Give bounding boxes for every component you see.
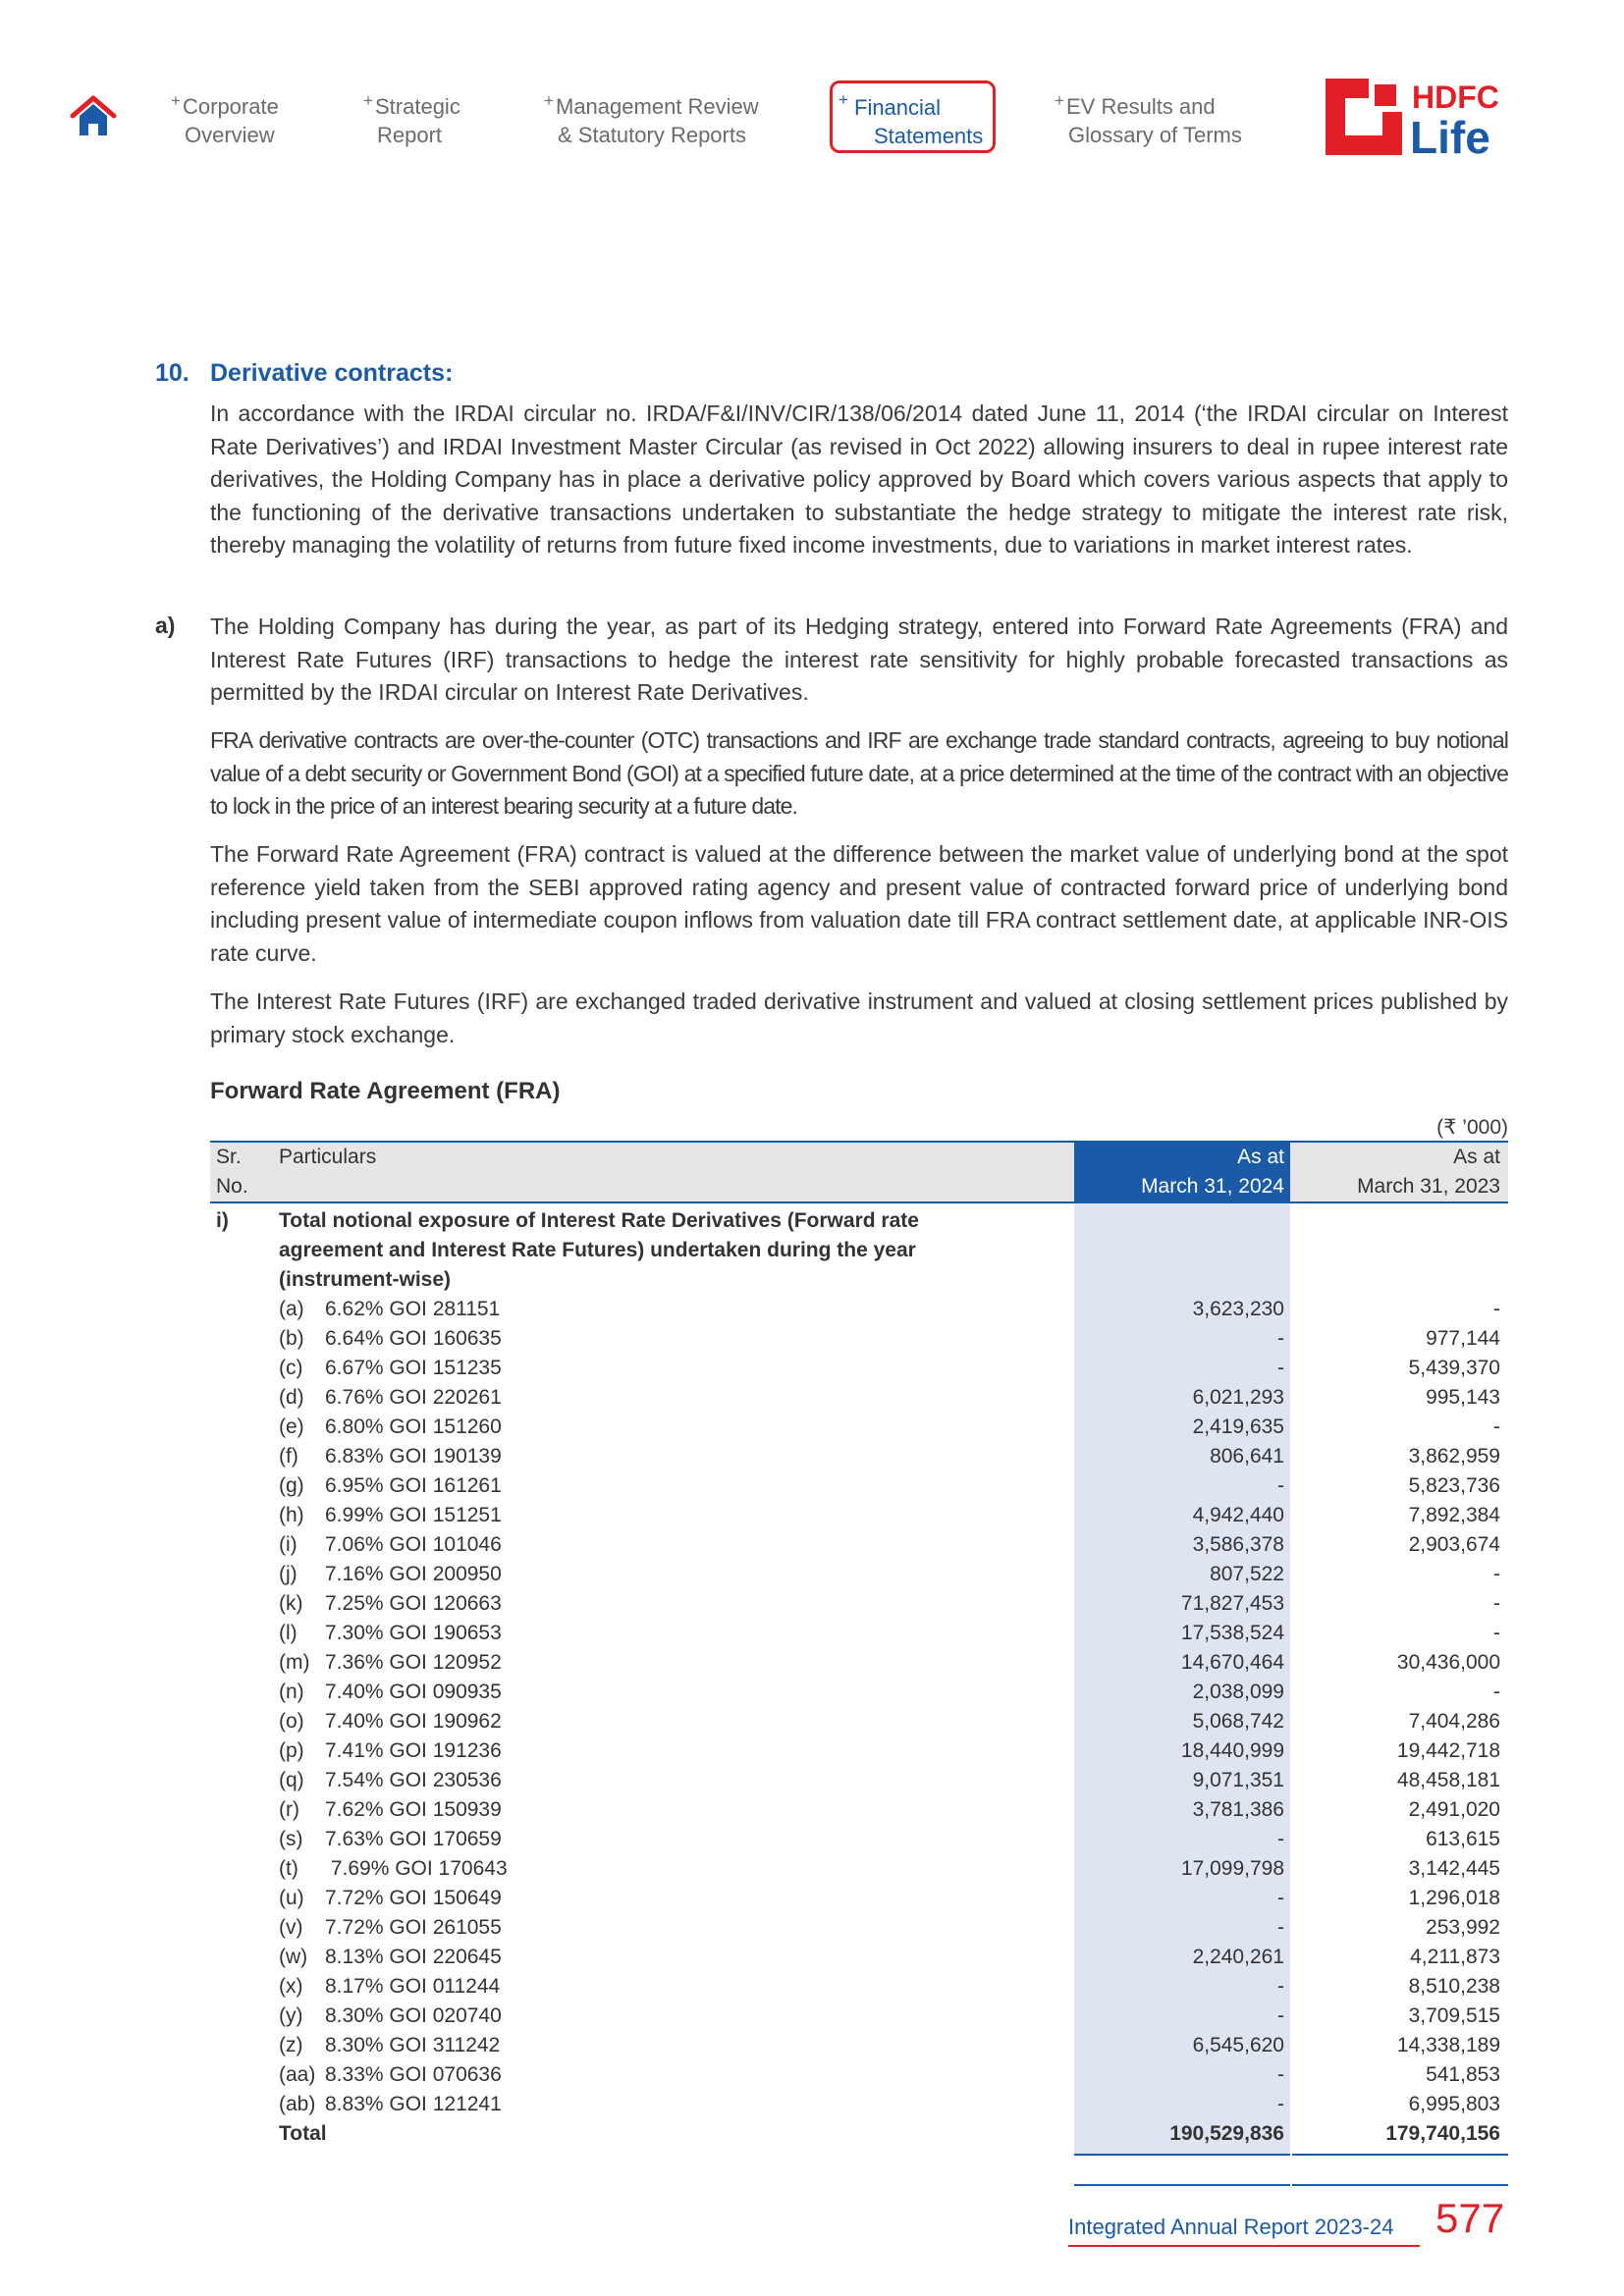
nav-ev-results[interactable] xyxy=(1055,91,1242,149)
total-2023: 179,740,156 xyxy=(1385,2122,1500,2145)
row-value-2024: - xyxy=(1277,1327,1284,1350)
row-value-2024: 14,670,464 xyxy=(1180,1651,1284,1674)
row-value-2024: 2,419,635 xyxy=(1192,1415,1284,1438)
row-value-2024: 17,099,798 xyxy=(1180,1857,1284,1880)
row-instrument: 7.72% GOI 150649 xyxy=(325,1887,502,1909)
nav-label-line1: Strategic xyxy=(375,94,460,119)
row-value-2023: 19,442,718 xyxy=(1396,1739,1500,1762)
row-particulars xyxy=(279,2090,502,2119)
row-letter: (z) xyxy=(279,2034,303,2056)
row-value-2023: 14,338,189 xyxy=(1396,2034,1500,2056)
table-heading: Forward Rate Agreement (FRA) xyxy=(210,1078,561,1104)
row-value-2024: 807,522 xyxy=(1210,1563,1284,1585)
row-value-2024: 2,038,099 xyxy=(1192,1681,1284,1703)
row-letter: (o) xyxy=(279,1710,304,1733)
currency-unit: (₹ ’000) xyxy=(1436,1116,1508,1139)
row-letter: (j) xyxy=(279,1563,298,1585)
table-row xyxy=(210,1530,1508,1560)
row-letter: (h) xyxy=(279,1504,304,1526)
group-row-cont xyxy=(210,1236,1508,1265)
row-particulars xyxy=(279,1913,502,1943)
row-instrument: 8.17% GOI 011244 xyxy=(325,1975,501,1998)
nav-financial-statements[interactable] xyxy=(830,80,996,153)
row-particulars xyxy=(279,1678,502,1707)
row-particulars xyxy=(279,1471,502,1501)
table-row xyxy=(210,1943,1508,1972)
row-particulars xyxy=(279,1766,502,1795)
row-value-2024: - xyxy=(1277,1887,1284,1909)
row-instrument: 8.30% GOI 020740 xyxy=(325,2004,502,2027)
table-row xyxy=(210,1619,1508,1648)
nav-strategic-report[interactable] xyxy=(363,91,460,149)
nav-label-line1: Corporate xyxy=(183,94,279,119)
table-row xyxy=(210,1854,1508,1884)
row-value-2024: - xyxy=(1277,2093,1284,2115)
row-particulars xyxy=(279,1530,502,1560)
row-instrument: 7.36% GOI 120952 xyxy=(325,1651,502,1674)
row-letter: (q) xyxy=(279,1769,304,1791)
row-letter: (r) xyxy=(279,1798,299,1821)
row-instrument: 8.83% GOI 121241 xyxy=(325,2093,502,2115)
row-value-2023: - xyxy=(1493,1415,1500,1438)
col-header-2023-line1: As at xyxy=(1453,1146,1500,1168)
row-value-2024: - xyxy=(1277,1975,1284,1998)
row-particulars xyxy=(279,1972,500,2002)
row-letter: (i) xyxy=(279,1533,298,1556)
footer-report-name: Integrated Annual Report 2023-24 xyxy=(1068,2215,1394,2239)
nav-label-line1: Financial xyxy=(854,95,942,120)
row-instrument: 7.40% GOI 090935 xyxy=(325,1681,502,1703)
table-row xyxy=(210,2060,1508,2090)
row-instrument: 8.33% GOI 070636 xyxy=(325,2063,502,2086)
row-instrument: 6.62% GOI 281151 xyxy=(325,1298,501,1320)
row-value-2024: - xyxy=(1277,2063,1284,2086)
row-letter: (c) xyxy=(279,1357,303,1379)
row-value-2023: 3,862,959 xyxy=(1408,1445,1500,1468)
logo-text-top: HDFC xyxy=(1412,80,1499,115)
row-particulars xyxy=(279,1295,500,1324)
row-value-2023: - xyxy=(1493,1622,1500,1644)
row-particulars xyxy=(279,1619,502,1648)
row-value-2024: 18,440,999 xyxy=(1180,1739,1284,1762)
logo-text-bottom: Life xyxy=(1410,112,1490,157)
row-particulars xyxy=(279,1501,502,1530)
row-value-2023: 48,458,181 xyxy=(1396,1769,1500,1791)
plus-icon: + xyxy=(171,91,181,110)
row-letter: (f) xyxy=(279,1445,298,1468)
row-particulars xyxy=(279,1943,502,1972)
total-top-rule-2023 xyxy=(1292,2154,1508,2156)
total-top-rule-2024 xyxy=(1074,2154,1290,2156)
row-instrument: 7.25% GOI 120663 xyxy=(325,1592,502,1615)
total-2024: 190,529,836 xyxy=(1169,2122,1284,2145)
row-value-2023: 3,142,445 xyxy=(1408,1857,1500,1880)
row-letter: (s) xyxy=(279,1828,303,1850)
table-row xyxy=(210,1471,1508,1501)
row-value-2023: 253,992 xyxy=(1426,1916,1500,1939)
row-instrument: 7.54% GOI 230536 xyxy=(325,1769,502,1791)
row-value-2023: 2,903,674 xyxy=(1408,1533,1500,1556)
hdfc-life-logo xyxy=(1326,77,1512,157)
row-value-2023: 30,436,000 xyxy=(1396,1651,1500,1674)
nav-management-review[interactable] xyxy=(544,91,759,149)
nav-label-line2: & Statutory Reports xyxy=(558,123,746,147)
plus-icon: + xyxy=(544,91,554,110)
item-a-paragraph-4: The Interest Rate Futures (IRF) are exchanged traded derivative instrument and valued at closing settlement prices published by primary stock exchange. xyxy=(210,988,1508,1047)
row-value-2023: 8,510,238 xyxy=(1408,1975,1500,1998)
row-particulars xyxy=(279,2060,502,2090)
row-instrument: 6.99% GOI 151251 xyxy=(325,1504,502,1526)
table-row xyxy=(210,2031,1508,2060)
nav-label-line2: Report xyxy=(377,123,443,147)
row-instrument: 7.62% GOI 150939 xyxy=(325,1798,502,1821)
row-particulars xyxy=(279,1589,502,1619)
col-header-particulars: Particulars xyxy=(279,1146,377,1168)
plus-icon: + xyxy=(1055,91,1064,110)
col-header-2023-line2: March 31, 2023 xyxy=(1357,1175,1500,1198)
table-row xyxy=(210,1354,1508,1383)
row-value-2023: - xyxy=(1493,1592,1500,1615)
row-instrument: 6.76% GOI 220261 xyxy=(325,1386,502,1409)
row-value-2024: 806,641 xyxy=(1210,1445,1284,1468)
row-particulars xyxy=(279,1707,502,1736)
row-letter: (b) xyxy=(279,1327,304,1350)
row-letter: (y) xyxy=(279,2004,303,2027)
table-row xyxy=(210,1383,1508,1413)
row-value-2023: 977,144 xyxy=(1426,1327,1500,1350)
intro-paragraph: In accordance with the IRDAI circular no. IRDA/F&I/INV/CIR/138/06/2014 dated June 11, 2014 (‘the IRDAI circular on Interest Rate Derivatives’) and IRDAI Investment Master Circular (as revised in Oct 2022) allowing insurers to deal in rupee interest rate derivatives, the Holding Company has in place a derivative policy approved by Board which covers various aspects that apply to the functioning of the derivative transactions undertaken to substantiate the hedge strategy to mitigate the interest rate risk, thereby managing the volatility of returns from future fixed income investments, due to variations in market interest rates. xyxy=(210,400,1508,558)
row-letter: (t) xyxy=(279,1857,298,1880)
group-label-line1: Total notional exposure of Interest Rate Derivatives (Forward rate xyxy=(279,1209,919,1232)
row-letter: (v) xyxy=(279,1916,303,1939)
row-value-2024: - xyxy=(1277,1916,1284,1939)
row-instrument: 6.80% GOI 151260 xyxy=(325,1415,502,1438)
row-instrument: 6.83% GOI 190139 xyxy=(325,1445,502,1468)
row-value-2023: - xyxy=(1493,1563,1500,1585)
row-particulars xyxy=(279,1884,502,1913)
row-value-2024: 9,071,351 xyxy=(1192,1769,1284,1791)
section-number: 10. xyxy=(155,359,189,387)
row-value-2023: 1,296,018 xyxy=(1408,1887,1500,1909)
nav-label-line2: Statements xyxy=(874,124,984,148)
row-value-2024: 6,021,293 xyxy=(1192,1386,1284,1409)
item-a-paragraph-3: The Forward Rate Agreement (FRA) contract is valued at the difference between the market value of underlying bond at the spot reference yield taken from the SEBI approved rating agency and present value of contracted forward price of underlying bond including present value of intermediate coupon inflows from valuation date till FRA contract settlement date, at applicable INR-OIS rate curve. xyxy=(210,841,1508,966)
row-letter: (a) xyxy=(279,1298,304,1320)
plus-icon: + xyxy=(839,90,848,109)
row-particulars xyxy=(279,1825,502,1854)
row-instrument: 7.69% GOI 170643 xyxy=(325,1857,508,1880)
nav-label-line1: Management Review xyxy=(556,94,759,119)
row-value-2024: - xyxy=(1277,1357,1284,1379)
group-label-line2: agreement and Interest Rate Futures) undertaken during the year xyxy=(279,1239,916,1261)
table-body xyxy=(210,1206,1508,2149)
row-letter: (n) xyxy=(279,1681,304,1703)
col-header-sr-line2: No. xyxy=(216,1175,248,1198)
row-instrument: 6.95% GOI 161261 xyxy=(325,1474,502,1497)
row-instrument: 7.72% GOI 261055 xyxy=(325,1916,502,1939)
nav-label-line2: Overview xyxy=(185,123,275,147)
footer-underline xyxy=(1068,2245,1420,2247)
table-row xyxy=(210,1678,1508,1707)
row-value-2024: 3,623,230 xyxy=(1192,1298,1284,1320)
row-letter: (l) xyxy=(279,1622,298,1644)
table-row xyxy=(210,1736,1508,1766)
table-row xyxy=(210,1560,1508,1589)
item-a-label: a) xyxy=(155,613,176,638)
row-instrument: 7.41% GOI 191236 xyxy=(325,1739,502,1762)
row-instrument: 7.63% GOI 170659 xyxy=(325,1828,502,1850)
row-value-2024: 71,827,453 xyxy=(1180,1592,1284,1615)
row-instrument: 7.30% GOI 190653 xyxy=(325,1622,502,1644)
table-row xyxy=(210,1884,1508,1913)
row-value-2023: 541,853 xyxy=(1426,2063,1500,2086)
total-bottom-rule-2024 xyxy=(1074,2184,1290,2186)
row-value-2024: - xyxy=(1277,2004,1284,2027)
row-particulars xyxy=(279,1383,502,1413)
group-row-cont xyxy=(210,1265,1508,1295)
row-instrument: 6.64% GOI 160635 xyxy=(325,1327,502,1350)
row-instrument: 6.67% GOI 151235 xyxy=(325,1357,502,1379)
row-letter: (d) xyxy=(279,1386,304,1409)
table-row xyxy=(210,1501,1508,1530)
nav-label-line2: Glossary of Terms xyxy=(1068,123,1242,147)
row-value-2023: 6,995,803 xyxy=(1408,2093,1500,2115)
col-header-2024-line1: As at xyxy=(1237,1146,1284,1168)
table-header-background xyxy=(210,1143,1508,1201)
table-row xyxy=(210,1648,1508,1678)
row-value-2023: - xyxy=(1493,1298,1500,1320)
row-letter: (e) xyxy=(279,1415,304,1438)
table-row xyxy=(210,1795,1508,1825)
row-value-2023: 613,615 xyxy=(1426,1828,1500,1850)
row-value-2024: 2,240,261 xyxy=(1192,1946,1284,1968)
table-row xyxy=(210,1295,1508,1324)
row-letter: (m) xyxy=(279,1651,310,1674)
total-bottom-rule-2023 xyxy=(1292,2184,1508,2186)
table-row xyxy=(210,1707,1508,1736)
item-a-paragraph-1: The Holding Company has during the year, as part of its Hedging strategy, entered into Forward Rate Agreements (FRA) and Interest Rate Futures (IRF) transactions to hedge the interest rate sensitivity for highly probable forecasted transactions as permitted by the IRDAI circular on Interest Rate Derivatives. xyxy=(210,614,1508,705)
row-value-2023: 5,823,736 xyxy=(1408,1474,1500,1497)
table-row xyxy=(210,1413,1508,1442)
row-letter: (ab) xyxy=(279,2093,316,2115)
row-instrument: 7.16% GOI 200950 xyxy=(325,1563,502,1585)
row-letter: (x) xyxy=(279,1975,303,1998)
row-instrument: 7.06% GOI 101046 xyxy=(325,1533,502,1556)
row-value-2024: - xyxy=(1277,1828,1284,1850)
row-letter: (p) xyxy=(279,1739,304,1762)
row-value-2024: 5,068,742 xyxy=(1192,1710,1284,1733)
table-row xyxy=(210,1913,1508,1943)
row-particulars xyxy=(279,1354,502,1383)
row-particulars xyxy=(279,1648,502,1678)
row-particulars xyxy=(279,1560,502,1589)
row-letter: (w) xyxy=(279,1946,308,1968)
row-particulars xyxy=(279,1795,502,1825)
table-row xyxy=(210,2002,1508,2031)
plus-icon: + xyxy=(363,91,373,110)
table-row xyxy=(210,1589,1508,1619)
row-particulars xyxy=(279,1442,502,1471)
table-row xyxy=(210,1972,1508,2002)
row-letter: (g) xyxy=(279,1474,304,1497)
home-icon[interactable] xyxy=(69,92,118,141)
row-particulars xyxy=(279,1413,502,1442)
table-row xyxy=(210,1825,1508,1854)
table-header-rule xyxy=(210,1201,1508,1203)
table-row xyxy=(210,1442,1508,1471)
nav-corporate-overview[interactable] xyxy=(171,91,279,149)
col-header-sr-line1: Sr. xyxy=(216,1146,242,1168)
row-letter: (u) xyxy=(279,1887,304,1909)
row-particulars xyxy=(279,1854,508,1884)
row-particulars xyxy=(279,1324,502,1354)
row-value-2023: 5,439,370 xyxy=(1408,1357,1500,1379)
row-value-2023: 995,143 xyxy=(1426,1386,1500,1409)
row-particulars xyxy=(279,2002,502,2031)
row-letter: (aa) xyxy=(279,2063,316,2086)
row-letter: (k) xyxy=(279,1592,303,1615)
row-value-2023: 4,211,873 xyxy=(1410,1946,1500,1968)
row-particulars xyxy=(279,2031,500,2060)
group-label-line3: (instrument-wise) xyxy=(279,1268,452,1291)
table-row xyxy=(210,1766,1508,1795)
nav-label-line1: EV Results and xyxy=(1066,94,1216,119)
row-particulars xyxy=(279,1736,502,1766)
item-a-paragraph-2: FRA derivative contracts are over-the-counter (OTC) transactions and IRF are exchange trade standard contracts, agreeing to buy notional value of a debt security or Government Bond (GOI) at a specified future date, at a price determined at the time of the contract with an objective to lock in the price of an interest bearing security at a future date. xyxy=(210,727,1508,819)
row-value-2023: 2,491,020 xyxy=(1408,1798,1500,1821)
row-instrument: 8.30% GOI 311242 xyxy=(325,2034,501,2056)
instrument-rows xyxy=(210,1295,1508,2119)
section-title: Derivative contracts: xyxy=(210,359,454,387)
page-number: 577 xyxy=(1435,2195,1505,2241)
total-label: Total xyxy=(279,2122,327,2145)
row-value-2024: 3,781,386 xyxy=(1192,1798,1284,1821)
row-value-2024: 17,538,524 xyxy=(1180,1622,1284,1644)
col-header-2024-line2: March 31, 2024 xyxy=(1141,1175,1284,1198)
table-row xyxy=(210,2090,1508,2119)
row-instrument: 8.13% GOI 220645 xyxy=(325,1946,502,1968)
row-value-2024: 3,586,378 xyxy=(1192,1533,1284,1556)
row-instrument: 7.40% GOI 190962 xyxy=(325,1710,502,1733)
group-sr: i) xyxy=(216,1209,229,1232)
row-value-2023: 3,709,515 xyxy=(1408,2004,1500,2027)
row-value-2023: 7,892,384 xyxy=(1408,1504,1500,1526)
row-value-2024: 4,942,440 xyxy=(1192,1504,1284,1526)
row-value-2023: 7,404,286 xyxy=(1408,1710,1500,1733)
row-value-2024: 6,545,620 xyxy=(1192,2034,1284,2056)
row-value-2023: - xyxy=(1493,1681,1500,1703)
group-row xyxy=(210,1206,1508,1236)
row-value-2024: - xyxy=(1277,1474,1284,1497)
table-row xyxy=(210,1324,1508,1354)
total-row xyxy=(210,2119,1508,2149)
